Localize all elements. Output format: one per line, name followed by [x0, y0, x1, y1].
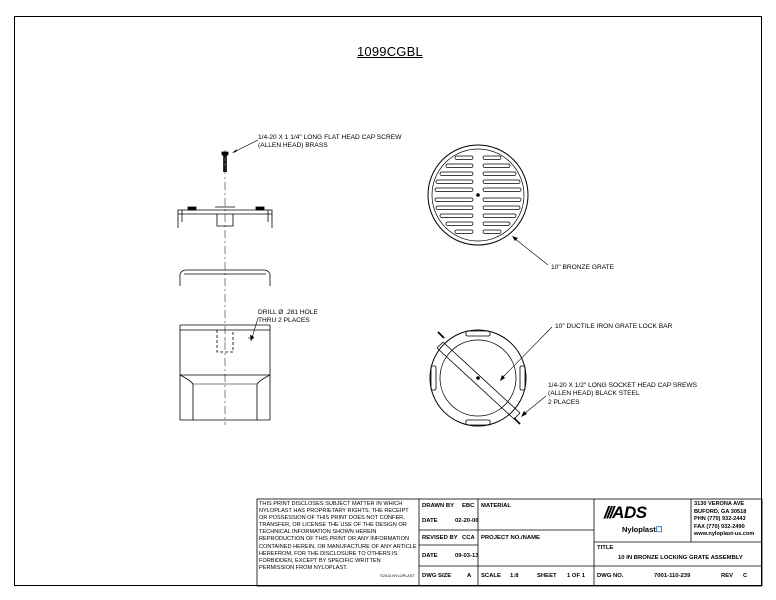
callout-lock-bar: 10" DUCTILE IRON GRATE LOCK BAR — [555, 323, 673, 330]
copyright-note: ©2013 NYLOPLAST — [380, 574, 415, 578]
date-revised-value: 09-03-13 — [455, 553, 479, 559]
revised-by-label: REVISED BY — [422, 535, 458, 541]
date-label: DATE — [422, 518, 438, 524]
sheet-label: SHEET — [537, 573, 557, 579]
callout-flat-head-screw: 1/4-20 X 1 1/4" LONG FLAT HEAD CAP SCREW (ALLEN HEAD) BRASS — [258, 134, 402, 150]
scale-label: SCALE — [481, 573, 501, 579]
date-revised-label: DATE — [422, 553, 438, 559]
revised-by-value: CCA — [462, 535, 475, 541]
lockbar-leader — [502, 327, 552, 378]
drawn-by-value: EBC — [462, 503, 475, 509]
socket-screw-bottom — [514, 418, 520, 424]
bronze-grate-top-view — [428, 145, 528, 245]
grate-leader — [514, 238, 548, 265]
socket-screw-top — [438, 332, 444, 338]
callout-bronze-grate: 10" BRONZE GRATE — [551, 264, 615, 271]
nyloplast-logo: Nyloplast☐ — [622, 525, 663, 534]
project-label: PROJECT NO./NAME — [481, 535, 540, 541]
drawn-by-label: DRAWN BY — [422, 503, 455, 509]
nyloplast-mark-icon: ☐ — [655, 525, 663, 534]
rev-label: REV — [721, 573, 734, 579]
scale-value: 1:8 — [510, 573, 519, 579]
material-label: MATERIAL — [481, 503, 511, 509]
callout-drill-hole: DRILL Ø .281 HOLE THRU 2 PLACES — [258, 309, 318, 325]
callout-socket-screws: 1/4-20 X 1/2" LONG SOCKET HEAD CAP SREWS (ALLEN HEAD) BLACK STEEL 2 PLACES — [548, 382, 698, 406]
date-drawn-value: 02-20-06 — [455, 518, 479, 524]
screw-leader — [234, 140, 258, 152]
rev-value: C — [743, 573, 748, 579]
dwg-size-label: DWG SIZE — [422, 573, 452, 579]
dwg-no-label: DWG NO. — [597, 573, 624, 579]
frame-body-profile — [180, 325, 270, 420]
title-label: TITLE — [597, 545, 614, 551]
lockbar-top-view — [430, 330, 526, 426]
socket-leader — [524, 396, 546, 414]
company-address: 3130 VERONA AVE BUFORD, GA 30518 PHN (770) 932-2443 FAX (770) 932-2490 www.nyloplast-us.com — [694, 501, 755, 538]
proprietary-disclaimer: THIS PRINT DISCLOSES SUBJECT MATTER IN WHICH NYLOPLAST HAS PROPRIETARY RIGHTS. THE RECEIPT OR POSSESSION OF THIS PRINT DOES NOT CONFER, TRANSFER, OR LICENSE THE USE OF THE DESIGN OR TECHNICAL INFORMATION SHOWN HEREIN REPRODUCTION OF THIS PRINT OR ANY INFORMATION CONTAINED HEREIN, OR MANUFACTURE OF ANY ARTICLE HEREFROM, FOR THE DISCLOSURE TO OTHERS IS FORBIDDEN, EXCEPT BY SPECIFIC WRITTEN PERMISSION FROM NYLOPLAST. — [259, 501, 417, 571]
dwg-size-value: A — [467, 573, 472, 579]
drawing-title-value: 10 IN BRONZE LOCKING GRATE ASSEMBLY — [618, 555, 743, 561]
ads-logo: ///ADS — [604, 503, 647, 522]
dwg-no-value: 7001-110-239 — [654, 573, 691, 579]
drawing-number-title: 1099CGBL — [357, 44, 423, 59]
sheet-value: 1 OF 1 — [567, 573, 586, 579]
